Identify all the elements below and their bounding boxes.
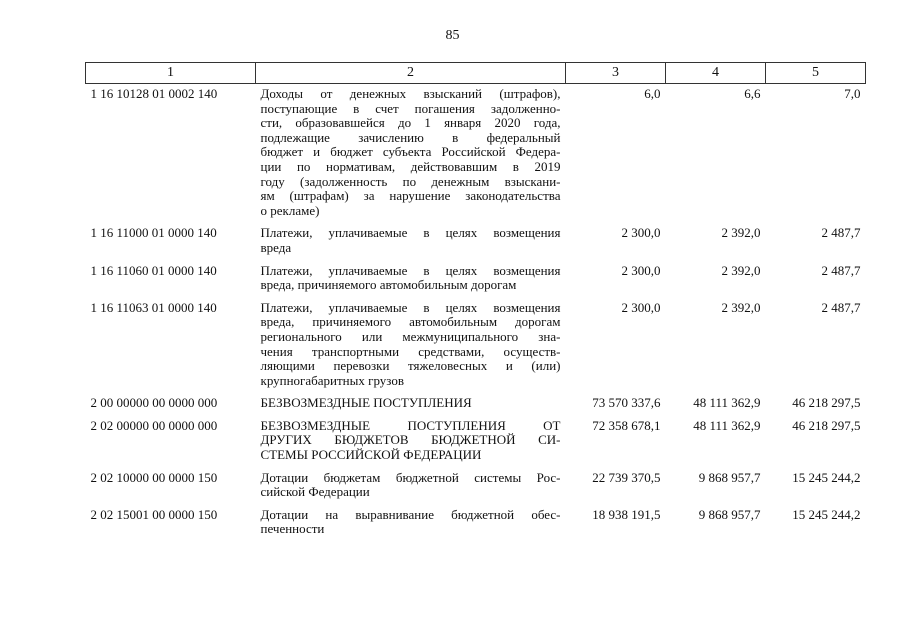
amount-cell-col-5: 7,0 <box>844 86 861 101</box>
revenue-code-cell: 1 16 11060 01 0000 140 <box>90 262 217 278</box>
amount-cell-col-4: 9 868 957,7 <box>698 469 761 485</box>
revenue-name-line: ям (штрафам) за нарушение законодательства <box>260 188 561 204</box>
column-header-4: 4 <box>666 63 766 84</box>
amount-cell-col-4: 2 392,0 <box>721 262 761 278</box>
amount-cell-col-4: 2 392,0 <box>721 225 761 241</box>
revenue-name-line: чения транспортными средствами, осуществ- <box>260 343 561 359</box>
column-number-header-row <box>86 63 866 84</box>
revenue-code-cell: 1 16 11063 01 0000 140 <box>90 299 217 315</box>
table-row <box>86 505 866 542</box>
column-header-2: 2 <box>256 63 566 84</box>
revenue-name-line: ДРУГИХ БЮДЖЕТОВ БЮДЖЕТНОЙ СИ- <box>260 432 561 448</box>
column-header-5: 5 <box>766 63 866 84</box>
amount-cell-col-5: 46 218 297,5 <box>792 395 861 411</box>
amount-cell-col-4: 6,6 <box>744 86 761 101</box>
revenue-name-line: Платежи, уплачиваемые в целях возмещения <box>260 299 561 315</box>
amount-cell-col-5: 46 218 297,5 <box>792 417 861 433</box>
table-row <box>86 84 866 224</box>
revenue-name-line: БЕЗВОЗМЕЗДНЫЕ ПОСТУПЛЕНИЯ <box>260 395 472 411</box>
revenue-name-line: вреда, причиняемого автомобильным дорогам <box>260 277 517 293</box>
revenue-name-line: сти, образовавшейся до 1 января 2020 года, <box>260 115 561 131</box>
revenue-name-line: бюджет и бюджет субъекта Российской Федера- <box>260 144 561 160</box>
revenue-name-line: году (задолженность по денежным взыскани- <box>260 173 561 189</box>
revenue-code-cell: 2 02 15001 00 0000 150 <box>90 506 218 522</box>
revenue-name-line: ции по нормативам, действовавшим в 2019 <box>260 158 561 174</box>
revenue-name-line: СТЕМЫ РОССИЙСКОЙ ФЕДЕРАЦИИ <box>260 447 482 463</box>
revenue-name-line: вреда <box>260 239 292 255</box>
column-header-3: 3 <box>566 63 666 84</box>
revenue-name-cell <box>256 393 566 416</box>
amount-cell-col-4: 9 868 957,7 <box>698 506 761 522</box>
page-number: 85 <box>445 28 460 43</box>
revenue-code-cell: 2 02 00000 00 0000 000 <box>90 417 218 433</box>
amount-cell-col-5: 15 245 244,2 <box>792 506 861 522</box>
revenue-name-cell <box>256 505 566 542</box>
amount-cell-col-5: 2 487,7 <box>821 262 861 278</box>
revenue-name-line: Платежи, уплачиваемые в целях возмещения <box>260 225 561 241</box>
revenue-name-line: подлежащие зачислению в федеральный <box>260 129 561 145</box>
amount-cell-col-4: 48 111 362,9 <box>693 417 761 433</box>
revenue-name-line: о рекламе) <box>260 202 320 218</box>
amount-cell-col-3: 18 938 191,5 <box>592 506 661 522</box>
revenue-name-cell <box>256 416 566 468</box>
amount-cell-col-3: 6,0 <box>644 86 661 101</box>
amount-cell-col-3: 2 300,0 <box>621 262 661 278</box>
table-row <box>86 393 866 416</box>
revenue-code-cell: 1 16 11000 01 0000 140 <box>90 225 217 241</box>
revenue-name-line: сийской Федерации <box>260 484 370 500</box>
amount-cell-col-3: 73 570 337,6 <box>592 395 661 411</box>
revenue-name-line: крупногабаритных грузов <box>260 372 404 388</box>
amount-cell-col-5: 15 245 244,2 <box>792 469 861 485</box>
table-row <box>86 298 866 394</box>
amount-cell-col-3: 2 300,0 <box>621 225 661 241</box>
revenue-name-cell <box>256 223 566 260</box>
revenue-code-cell: 2 00 00000 00 0000 000 <box>90 395 218 411</box>
revenue-name-cell <box>256 261 566 298</box>
budget-revenue-table <box>85 62 866 542</box>
revenue-name-line: Доходы от денежных взысканий (штрафов), <box>260 86 561 101</box>
amount-cell-col-4: 48 111 362,9 <box>693 395 761 411</box>
revenue-name-cell <box>256 84 566 224</box>
revenue-name-line: печенности <box>260 521 325 537</box>
revenue-code-cell: 1 16 10128 01 0002 140 <box>90 86 218 101</box>
amount-cell-col-4: 2 392,0 <box>721 299 761 315</box>
table-row <box>86 416 866 468</box>
column-header-1: 1 <box>86 63 256 84</box>
revenue-name-line: вреда, причиняемого автомобильным дорогам <box>260 314 561 330</box>
revenue-name-line: Дотации бюджетам бюджетной системы Рос- <box>260 469 561 485</box>
table-row <box>86 261 866 298</box>
table-body <box>86 84 866 543</box>
revenue-name-line: ляющими перевозки тяжеловесных и (или) <box>260 358 561 374</box>
revenue-name-line: поступающие в счет погашения задолженно- <box>260 100 561 116</box>
revenue-code-cell: 2 02 10000 00 0000 150 <box>90 469 218 485</box>
revenue-name-cell <box>256 468 566 505</box>
amount-cell-col-5: 2 487,7 <box>821 299 861 315</box>
revenue-name-cell <box>256 298 566 394</box>
revenue-name-line: БЕЗВОЗМЕЗДНЫЕ ПОСТУПЛЕНИЯ ОТ <box>260 417 561 433</box>
amount-cell-col-5: 2 487,7 <box>821 225 861 241</box>
amount-cell-col-3: 22 739 370,5 <box>592 469 661 485</box>
revenue-name-line: Дотации на выравнивание бюджетной обес- <box>260 506 561 522</box>
amount-cell-col-3: 72 358 678,1 <box>592 417 661 433</box>
table-row <box>86 468 866 505</box>
revenue-name-line: Платежи, уплачиваемые в целях возмещения <box>260 262 561 278</box>
revenue-name-line: регионального или межмуниципального зна- <box>260 328 561 344</box>
table-row <box>86 223 866 260</box>
amount-cell-col-3: 2 300,0 <box>621 299 661 315</box>
